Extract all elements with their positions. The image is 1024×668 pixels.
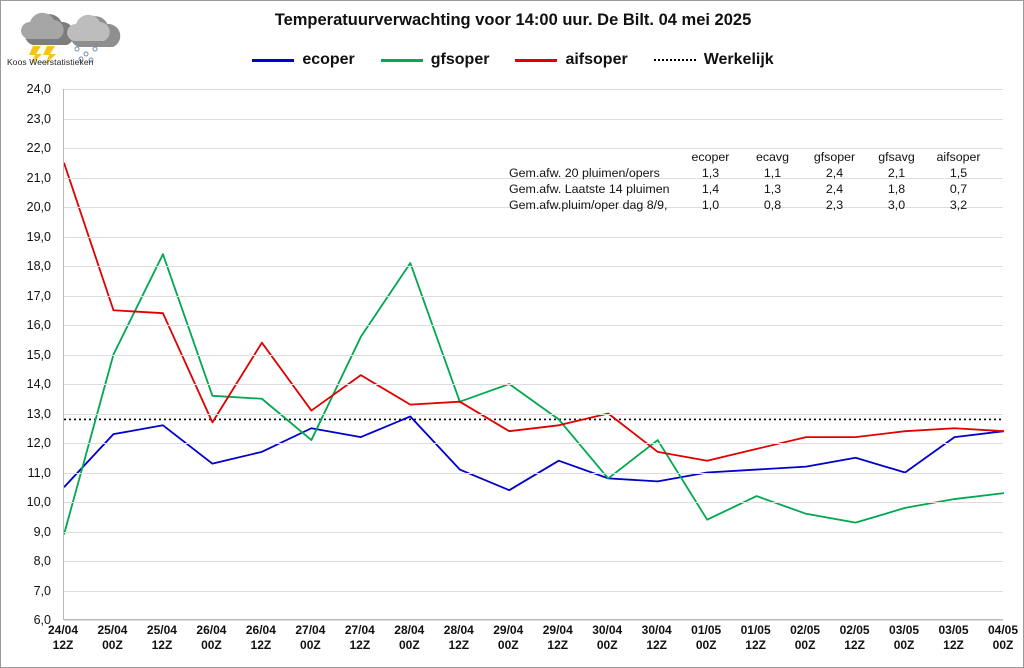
x-axis-tick-date: 25/04 <box>146 623 177 637</box>
gridline <box>64 296 1003 297</box>
y-axis-tick-label: 14,0 <box>26 377 51 391</box>
x-axis-tick-date: 26/04 <box>196 623 227 637</box>
x-axis-tick-date: 29/04 <box>542 623 573 637</box>
x-axis-tick-hour: 12Z <box>646 638 668 652</box>
gridline <box>64 384 1003 385</box>
gridline <box>64 325 1003 326</box>
gridline <box>64 502 1003 503</box>
stats-cell-0-2: 2,4 <box>825 166 844 180</box>
x-axis-tick-hour: 12Z <box>52 638 74 652</box>
x-axis-tick-hour: 12Z <box>250 638 272 652</box>
x-axis-tick-hour: 12Z <box>547 638 569 652</box>
x-axis-tick-hour: 00Z <box>893 638 915 652</box>
x-axis-tick-date: 03/05 <box>938 623 969 637</box>
gridline <box>64 532 1003 533</box>
y-axis-tick-label: 19,0 <box>26 229 51 244</box>
x-axis-tick-date: 03/05 <box>889 623 920 637</box>
statistics-table <box>509 149 989 213</box>
x-axis-tick-label <box>147 623 177 653</box>
x-axis-tick-date: 29/04 <box>493 623 524 637</box>
gridline <box>64 443 1003 444</box>
stats-col-gfsavg: gfsavg <box>878 150 915 164</box>
y-axis-labels <box>1 82 57 627</box>
x-axis-tick-date: 27/04 <box>344 623 375 637</box>
table-row <box>509 197 989 213</box>
stats-corner-cell <box>509 149 679 165</box>
x-axis-tick-date: 25/04 <box>97 623 128 637</box>
x-axis-tick-hour: 12Z <box>943 638 964 652</box>
legend-label-gfsoper: gfsoper <box>430 51 490 68</box>
gridline <box>64 355 1003 356</box>
x-axis-tick-date: 26/04 <box>245 623 276 637</box>
stats-row-label-2: Gem.afw.pluim/oper dag 8/9, <box>509 198 668 212</box>
x-axis-tick-date: 30/04 <box>592 623 623 637</box>
y-axis-tick-label: 9,0 <box>33 524 51 539</box>
y-axis-tick-label: 24,0 <box>26 82 51 96</box>
x-axis-tick-hour: 00Z <box>398 638 420 652</box>
x-axis-tick-label <box>840 623 870 653</box>
x-axis-tick-label <box>741 623 771 653</box>
stats-cell-0-0: 1,3 <box>701 166 720 180</box>
gridline <box>64 473 1003 474</box>
y-axis-tick-label: 15,0 <box>26 347 51 362</box>
stats-col-ecavg: ecavg <box>755 150 790 164</box>
legend-swatch-gfsoper <box>381 59 423 62</box>
y-axis-tick-label: 8,0 <box>33 554 51 568</box>
x-axis-tick-label <box>592 623 622 653</box>
x-axis-tick-label <box>394 623 424 653</box>
stats-cell-1-2: 2,4 <box>825 182 844 196</box>
x-axis-tick-label <box>246 623 276 653</box>
y-axis-tick-label: 12,0 <box>26 436 51 450</box>
x-axis-tick-label <box>988 623 1018 653</box>
stats-header-row <box>509 149 989 165</box>
x-axis-tick-label <box>345 623 375 653</box>
x-axis-tick-label <box>295 623 325 653</box>
stats-cell-1-3: 1,8 <box>887 182 906 196</box>
gridline <box>64 266 1003 267</box>
x-axis-labels <box>47 623 1019 667</box>
stats-cell-1-1: 1,3 <box>763 182 782 196</box>
x-axis-tick-label <box>642 623 672 653</box>
x-axis-tick-label <box>889 623 919 653</box>
x-axis-tick-label <box>543 623 573 653</box>
legend-label-ecoper: ecoper <box>302 51 355 68</box>
x-axis-tick-hour: 00Z <box>201 638 222 652</box>
x-axis-tick-date: 27/04 <box>295 623 326 637</box>
y-axis-tick-label: 6,0 <box>33 613 51 627</box>
legend-item-gfsoper[interactable] <box>381 51 490 69</box>
stats-cell-0-4: 1,5 <box>949 166 968 180</box>
legend-label-werkelijk: Werkelijk <box>703 51 774 68</box>
x-axis-tick-date: 28/04 <box>394 623 425 637</box>
x-axis-tick-date: 24/04 <box>47 623 79 637</box>
x-axis-tick-date: 01/05 <box>740 623 771 637</box>
x-axis-tick-date: 30/04 <box>641 623 672 637</box>
x-axis-tick-label <box>97 623 127 653</box>
y-axis-tick-label: 7,0 <box>33 583 51 598</box>
x-axis-tick-label <box>444 623 474 653</box>
x-axis-tick-date: 04/05 <box>987 623 1019 637</box>
stats-col-ecoper: ecoper <box>691 150 730 164</box>
stats-cell-1-4: 0,7 <box>949 182 968 196</box>
stats-row-label-0: Gem.afw. 20 pluimen/opers <box>509 166 660 180</box>
stats-cell-2-0: 1,0 <box>701 198 720 212</box>
x-axis-tick-label <box>939 623 969 653</box>
stats-cell-1-0: 1,4 <box>701 182 720 196</box>
x-axis-tick-label <box>48 623 78 653</box>
x-axis-tick-hour: 00Z <box>695 638 717 652</box>
y-axis-tick-label: 20,0 <box>26 200 51 214</box>
stats-cell-2-4: 3,2 <box>949 198 968 212</box>
x-axis-tick-date: 01/05 <box>691 623 722 637</box>
x-axis-tick-hour: 12Z <box>448 638 470 652</box>
y-axis-tick-label: 18,0 <box>26 259 51 273</box>
gridline <box>64 119 1003 120</box>
x-axis-tick-hour: 00Z <box>992 638 1014 652</box>
y-axis-tick-label: 21,0 <box>26 170 51 185</box>
y-axis-tick-label: 17,0 <box>26 288 51 303</box>
y-axis-tick-label: 10,0 <box>26 495 51 509</box>
x-axis-tick-hour: 12Z <box>745 638 766 652</box>
table-row <box>509 165 989 181</box>
logo-caption: Koos Weerstatistieken <box>7 57 94 67</box>
chart-legend <box>1 51 1024 69</box>
gridline <box>64 591 1003 592</box>
gridline <box>64 237 1003 238</box>
stats-cell-2-1: 0,8 <box>763 198 782 212</box>
table-row <box>509 181 989 197</box>
stats-col-gfsoper: gfsoper <box>813 150 856 164</box>
legend-swatch-ecoper <box>252 59 294 62</box>
x-axis-tick-hour: 12Z <box>349 638 371 652</box>
y-axis-tick-label: 22,0 <box>26 141 51 155</box>
legend-item-ecoper[interactable] <box>252 51 354 69</box>
y-axis-tick-label: 16,0 <box>26 318 51 332</box>
x-axis-tick-date: 02/05 <box>790 623 821 637</box>
gridline <box>64 414 1003 415</box>
x-axis-tick-label <box>196 623 226 653</box>
legend-swatch-aifsoper <box>515 59 557 62</box>
legend-item-aifsoper[interactable] <box>515 51 627 69</box>
legend-item-werkelijk[interactable] <box>654 51 774 69</box>
stats-cell-2-2: 2,3 <box>825 198 844 212</box>
gridline <box>64 89 1003 90</box>
stats-cell-2-3: 3,0 <box>887 198 906 212</box>
gridline <box>64 620 1003 621</box>
x-axis-tick-label <box>691 623 721 653</box>
y-axis-tick-label: 13,0 <box>26 406 51 421</box>
legend-label-aifsoper: aifsoper <box>565 51 628 68</box>
x-axis-tick-hour: 00Z <box>596 638 618 652</box>
x-axis-tick-hour: 00Z <box>102 638 123 652</box>
chart-title: Temperatuurverwachting voor 14:00 uur. De Bilt. 04 mei 2025 <box>274 11 752 29</box>
stats-cell-0-3: 2,1 <box>887 166 906 180</box>
x-axis-tick-label <box>790 623 820 653</box>
x-axis-tick-hour: 00Z <box>497 638 519 652</box>
x-axis-tick-hour: 12Z <box>151 638 173 652</box>
gridline <box>64 561 1003 562</box>
x-axis-tick-hour: 00Z <box>794 638 816 652</box>
x-axis-tick-date: 28/04 <box>443 623 474 637</box>
y-axis-tick-label: 11,0 <box>27 465 51 480</box>
y-axis-tick-label: 23,0 <box>26 111 51 126</box>
legend-swatch-werkelijk <box>654 59 696 61</box>
stats-col-aifsoper: aifsoper <box>936 150 981 164</box>
x-axis-tick-date: 02/05 <box>839 623 870 637</box>
stats-row-label-1: Gem.afw. Laatste 14 pluimen <box>509 182 670 196</box>
x-axis-tick-hour: 00Z <box>300 638 321 652</box>
stats-table <box>509 149 989 213</box>
stats-cell-0-1: 1,1 <box>763 166 782 180</box>
x-axis-tick-label <box>493 623 523 653</box>
x-axis-tick-hour: 12Z <box>844 638 865 652</box>
